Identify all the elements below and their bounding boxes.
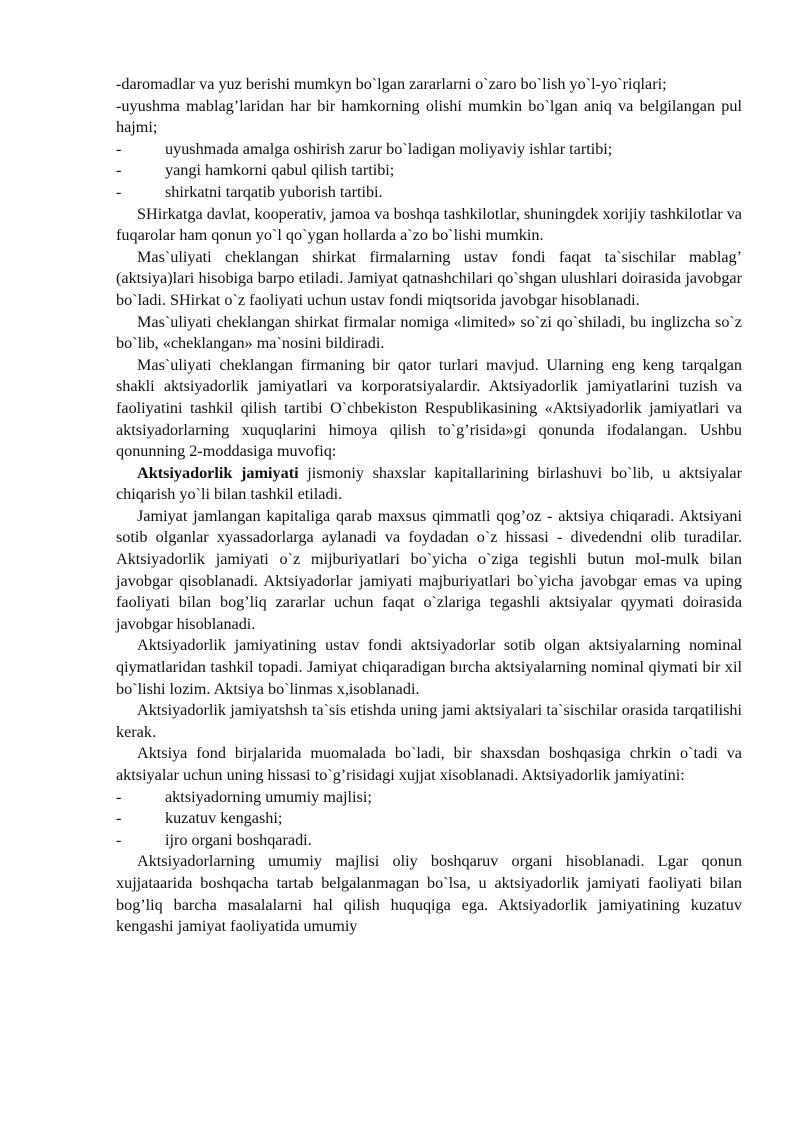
list-item [116,182,742,204]
list-dash: - [116,830,122,849]
list-dash: - [116,161,122,180]
paragraph: Mas`uliyati cheklangan shirkat firmalar nomiga «limited» so`zi qo`shiladi, bu inglizcha so`z bo`lib, «cheklangan» ma`nosini bildiradi. [116,312,742,353]
list-item [116,808,742,830]
paragraph: Aktsiyadorlarning umumiy majlisi oliy boshqaruv organi hisoblanadi. Lgar qonun xujjataarida boshqacha tartab belgalanmagan bo`lsa, u aktsiyadorlik jamiyati faoliyati bilan bog’liq barcha masalalarni hal qilish huquqiga ega. Aktsiyadorlik jamiyatining kuzatuv kengashi jamiyat faoliyatida umumiy [116,852,742,936]
paragraph-definition [116,463,742,506]
list-item [116,787,742,809]
paragraph: Aktsiya fond birjalarida muomalada bo`ladi, bir shaxsdan boshqasiga chrkin o`tadi va aktsiyalar uchun uning hissasi to`g’risidagi xujjat xisoblanadi. Aktsiyadorlik jamiyatini: [116,744,742,784]
list-dash: - [116,139,122,158]
paragraph: Aktsiyadorlik jamiyatining ustav fondi aktsiyadorlar sotib olgan aktsiyalarning nominal qiymatlaridan tashkil topadi. Jamiyat chiqaradigan bırcha aktsiyalarning nominal qiymati bir xil bo`lishi lozim. Aktsiya bo`linmas x,isoblanadi. [116,636,742,698]
list-item-text: yangi hamkorni qabul qilish tartibi; [165,161,395,180]
paragraph: Aktsiyadorlik jamiyatshsh ta`sis etishda uning jami aktsiyalari ta`sischilar orasida tarqatilishi kerak. [116,701,742,741]
list-item [116,160,742,182]
list-item [116,139,742,161]
paragraph: -uyushma mablag’laridan har bir hamkorning olishi mumkin bo`lgan aniq va belgilangan pul hajmi; [116,96,742,137]
list-dash: - [116,809,122,828]
list-item-text: ijro organi boshqaradi. [165,830,312,849]
list-dash: - [116,787,122,806]
paragraph: SHirkatga davlat, kooperativ, jamoa va boshqa tashkilotlar, shuningdek xorijiy tashkilotlar va fuqarolar ham qonun yo`l qo`ygan hollarda a`zo bo`lishi mumkin. [116,204,742,245]
paragraph: -daromadlar va yuz berishi mumkyn bo`lgan zararlarni o`zaro bo`lish yo`l-yo`riqlari; [116,75,667,93]
list-item-text: shirkatni tarqatib yuborish tartibi. [165,182,383,201]
list-item-text: aktsiyadorning umumiy majlisi; [165,787,372,806]
definition-text: jismoniy shaxslar kapitallarining birlashuvi bo`lib, u aktsiyalar chiqarish yo`li bilan tashkil etiladi. [116,463,742,504]
list-dash: - [116,182,122,201]
document-page [116,74,742,938]
bullet-list [116,787,742,852]
list-item-text: uyushmada amalga oshirish zarur bo`ladigan moliyaviy ishlar tartibi; [165,139,613,158]
list-item-text: kuzatuv kengashi; [165,809,283,828]
bullet-list [116,139,742,204]
paragraph: Mas`uliyati cheklangan shirkat firmalarning ustav fondi faqat ta`sischilar mablag’ (aktsiya)lari hisobiga barpo etiladi. Jamiyat qatnashchilari qo`shgan ulushlari doirasida javobgar bo`ladi. SHirkat o`z faoliyati uchun ustav fondi miqtsorida javobgar hisoblanadi. [116,247,742,309]
defined-term: Aktsiyadorlik jamiyati [137,463,299,482]
paragraph: Mas`uliyati cheklangan firmaning bir qator turlari mavjud. Ularning eng keng tarqalgan shakli aktsiyadorlik jamiyatlari va korporatsiyalardir. Aktsiyadorlik jamiyatlarini tuzish va faoliyatini tashkil qilish tartibi O`chbekiston Respublikasining «Aktsiyadorlik jamiyatlari va aktsiyadorlarning xuquqlarini himoya qilish to`g’risida»gi qonunda ifodalangan. Ushbu qonunning 2-moddasiga muvofiq: [116,355,742,461]
list-item [116,830,742,852]
paragraph: Jamiyat jamlangan kapitaliga qarab maxsus qimmatli qog’oz - aktsiya chiqaradi. Aktsiyani sotib olganlar xyassadorlarga aylanadi va foydadan o`z hissasi - divedendni olib turadilar. Aktsiyadorlik jamiyati o`z mijburiyatlari bo`yicha o`ziga tegishli butun mol-mulk bilan javobgar qisoblanadi. Aktsiyadorlar jamiyati majburiyatlari bo`yicha javobgar emas va uping faoliyati bilan bog’liq zararlar uchun faqat o`zlariga tegashli aktsiyalar qyymati doirasida javobgar hisoblanadi. [116,506,742,633]
